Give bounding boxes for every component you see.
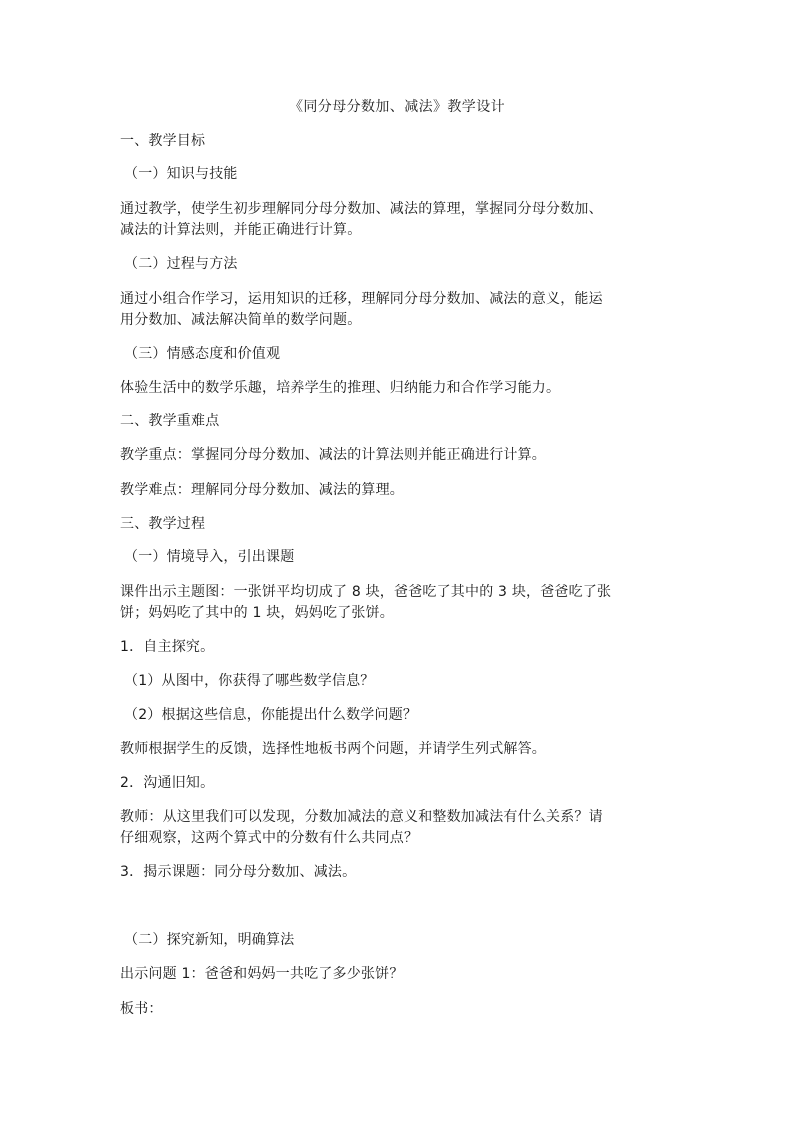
subheading-intro: （一）情境导入，引出课题 <box>124 549 295 565</box>
paragraph-line: 通过小组合作学习，运用知识的迁移，理解同分母分数加、减法的意义，能运 <box>120 291 603 307</box>
subheading-explore: （二）探究新知，明确算法 <box>124 932 295 948</box>
paragraph-line: 体验生活中的数学乐趣，培养学生的推理、归纳能力和合作学习能力。 <box>120 380 561 396</box>
paragraph-line: 教师根据学生的反馈，选择性地板书两个问题，并请学生列式解答。 <box>120 741 546 757</box>
subheading-knowledge: （一）知识与技能 <box>124 166 238 182</box>
paragraph-line: 仔细观察，这两个算式中的分数有什么共同点？ <box>120 830 419 846</box>
paragraph-line: 用分数加、减法解决简单的数学问题。 <box>120 312 362 328</box>
paragraph-line: 教学重点：掌握同分母分数加、减法的计算法则并能正确进行计算。 <box>120 447 546 463</box>
paragraph-line: 减法的计算法则，并能正确进行计算。 <box>120 222 362 238</box>
paragraph-line: 课件出示主题图：一张饼平均切成了 8 块，爸爸吃了其中的 3 块，爸爸吃了张 <box>120 584 612 600</box>
paragraph-line: 通过教学，使学生初步理解同分母分数加、减法的算理，掌握同分母分数加、 <box>120 201 603 217</box>
subheading-process: （二）过程与方法 <box>124 256 238 272</box>
section-heading-keypoints: 二、教学重难点 <box>120 413 220 429</box>
paragraph-line: 板书： <box>120 1001 163 1017</box>
numbered-item: 1．自主探究。 <box>120 639 215 655</box>
paragraph-line: 出示问题 1：爸爸和妈妈一共吃了多少张饼？ <box>120 966 404 982</box>
numbered-subitem: （1）从图中，你获得了哪些数学信息？ <box>124 673 375 689</box>
subheading-attitude: （三）情感态度和价值观 <box>124 346 281 362</box>
document-title: 《同分母分数加、减法》教学设计 <box>289 99 505 115</box>
numbered-subitem: （2）根据这些信息，你能提出什么数学问题？ <box>124 707 418 723</box>
section-heading-goals: 一、教学目标 <box>120 133 206 149</box>
numbered-item: 2．沟通旧知。 <box>120 775 215 791</box>
paragraph-line: 饼；妈妈吃了其中的 1 块，妈妈吃了张饼。 <box>120 605 395 621</box>
numbered-item: 3．揭示课题：同分母分数加、减法。 <box>120 864 357 880</box>
paragraph-line: 教师：从这里我们可以发现，分数加减法的意义和整数加减法有什么关系？请 <box>120 809 603 825</box>
section-heading-process: 三、教学过程 <box>120 516 206 532</box>
paragraph-line: 教学难点：理解同分母分数加、减法的算理。 <box>120 482 404 498</box>
